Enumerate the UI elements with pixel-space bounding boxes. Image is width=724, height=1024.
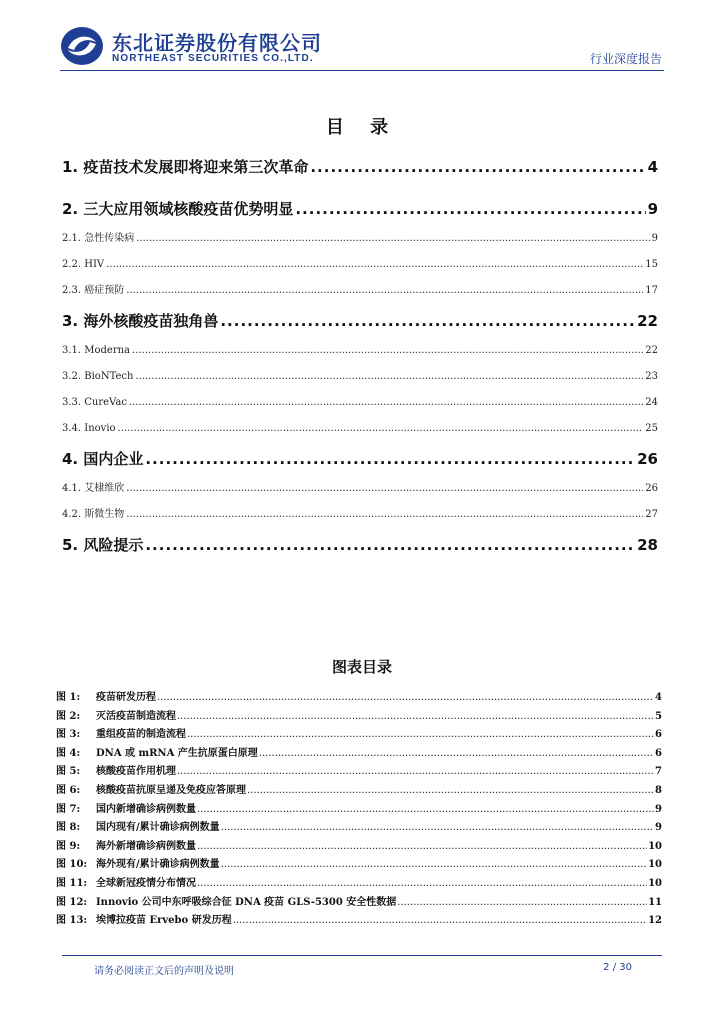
- figure-title: Innovio 公司中东呼吸综合征 DNA 疫苗 GLS-5300 安全性数据: [96, 896, 397, 908]
- header-divider: [60, 70, 664, 71]
- toc-leader-dots: [135, 364, 643, 390]
- figure-entry[interactable]: [56, 856, 662, 875]
- toc-leader-dots: [145, 442, 635, 476]
- toc-entry-title: 3.1. Moderna: [62, 345, 131, 356]
- figure-title: 国内现有/累计确诊病例数量: [96, 822, 220, 834]
- figure-entry[interactable]: [56, 708, 662, 727]
- toc-leader-dots: [129, 390, 643, 416]
- toc-entry-title: 4.2. 斯微生物: [62, 509, 125, 520]
- toc-entry[interactable]: [62, 502, 658, 528]
- toc-leader-dots: [126, 278, 643, 304]
- figure-entry[interactable]: [56, 819, 662, 838]
- figure-entry[interactable]: [56, 894, 662, 913]
- toc-entry[interactable]: [62, 150, 658, 184]
- toc-entry[interactable]: [62, 304, 658, 338]
- figure-page: 10: [648, 840, 662, 852]
- figure-number: 图 13:: [56, 915, 88, 927]
- figure-entry[interactable]: [56, 689, 662, 708]
- figure-title: 疫苗研发历程: [96, 692, 156, 703]
- figure-leader-dots: [197, 801, 654, 820]
- toc-entry-page: 24: [645, 397, 658, 408]
- figure-title: 全球新冠疫情分布情况: [96, 877, 196, 889]
- toc-entry-title: 1. 疫苗技术发展即将迎来第三次革命: [62, 158, 309, 176]
- report-type-label: 行业深度报告: [589, 52, 662, 66]
- figure-title: 灭活疫苗制造流程: [96, 710, 176, 722]
- figure-page: 6: [655, 747, 662, 759]
- toc-entry-page: 27: [645, 509, 658, 520]
- table-of-contents: [62, 150, 658, 562]
- figure-title: 重组疫苗的制造流程: [96, 729, 186, 741]
- figure-number: 图 8:: [56, 822, 81, 834]
- toc-entry-title: 5. 风险提示: [62, 536, 144, 554]
- toc-leader-dots: [118, 416, 644, 442]
- figure-title: 海外新增确诊病例数量: [96, 840, 196, 852]
- toc-entry-page: 15: [645, 259, 658, 270]
- toc-leader-dots: [145, 528, 635, 562]
- toc-entry-page: 22: [645, 345, 658, 356]
- figure-page: 10: [648, 877, 662, 889]
- figure-entry[interactable]: [56, 763, 662, 782]
- figure-number: 图 6:: [56, 784, 81, 796]
- company-name-cn: 东北证券股份有限公司: [112, 31, 322, 55]
- toc-entry-page: 17: [645, 285, 658, 296]
- toc-entry-title: 3.2. BioNTech: [62, 371, 134, 382]
- toc-entry-title: 3. 海外核酸疫苗独角兽: [62, 312, 219, 330]
- toc-leader-dots: [106, 252, 643, 278]
- toc-leader-dots: [295, 192, 645, 226]
- figure-page: 4: [655, 692, 662, 703]
- figure-entry[interactable]: [56, 782, 662, 801]
- toc-entry[interactable]: [62, 442, 658, 476]
- toc-leader-dots: [136, 226, 649, 252]
- figure-entry[interactable]: [56, 726, 662, 745]
- figure-title: 核酸疫苗作用机理: [96, 766, 176, 778]
- figure-number: 图 1:: [56, 692, 81, 703]
- figure-leader-dots: [221, 819, 654, 838]
- toc-entry-title: 2.2. HIV: [62, 259, 105, 270]
- toc-entry[interactable]: [62, 278, 658, 304]
- toc-entry[interactable]: [62, 416, 658, 442]
- toc-entry-title: 3.4. Inovio: [62, 423, 116, 434]
- figure-page: 6: [655, 729, 662, 741]
- figure-page: 7: [655, 766, 662, 778]
- figure-leader-dots: [197, 838, 647, 857]
- toc-entry[interactable]: [62, 390, 658, 416]
- toc-title: 目 录: [325, 117, 399, 138]
- figure-leader-dots: [157, 689, 654, 708]
- figure-leader-dots: [187, 726, 654, 745]
- figure-leader-dots: [397, 894, 647, 913]
- figure-title: 海外现有/累计确诊病例数量: [96, 859, 220, 871]
- toc-entry-page: 23: [645, 371, 658, 382]
- figure-title: DNA 或 mRNA 产生抗原蛋白原理: [96, 747, 258, 759]
- figure-entry[interactable]: [56, 875, 662, 894]
- figure-number: 图 4:: [56, 747, 81, 759]
- toc-entry[interactable]: [62, 476, 658, 502]
- figure-title: 核酸疫苗抗原呈递及免疫应答原理: [96, 784, 246, 796]
- figure-entry[interactable]: [56, 745, 662, 764]
- figure-page: 9: [655, 803, 662, 815]
- figure-leader-dots: [177, 708, 654, 727]
- toc-entry-title: 2.1. 急性传染病: [62, 233, 135, 244]
- figure-list-title: 图表目录: [331, 658, 392, 676]
- figure-page: 12: [648, 915, 662, 927]
- figure-page: 8: [655, 784, 662, 796]
- figure-entry[interactable]: [56, 801, 662, 820]
- toc-leader-dots: [220, 304, 635, 338]
- figure-page: 5: [655, 710, 662, 722]
- toc-entry-page: 4: [647, 158, 658, 176]
- toc-entry-page: 9: [647, 200, 658, 218]
- figure-number: 图 11:: [56, 877, 88, 889]
- toc-entry[interactable]: [62, 364, 658, 390]
- toc-entry-page: 22: [637, 312, 658, 330]
- toc-entry-page: 26: [645, 483, 658, 494]
- figure-leader-dots: [247, 782, 654, 801]
- toc-entry-page: 28: [637, 536, 658, 554]
- toc-entry[interactable]: [62, 252, 658, 278]
- disclaimer-note: 请务必阅读正文后的声明及说明: [94, 966, 234, 977]
- toc-leader-dots: [310, 150, 645, 184]
- figure-number: 图 10:: [56, 859, 88, 871]
- toc-entry-title: 3.3. CureVac: [62, 397, 127, 408]
- figure-number: 图 3:: [56, 729, 81, 741]
- figure-title: 国内新增确诊病例数量: [96, 803, 196, 815]
- toc-entry-page: 25: [645, 423, 658, 434]
- toc-entry-title: 4. 国内企业: [62, 450, 144, 468]
- footer-divider: [62, 955, 662, 956]
- figure-number: 图 9:: [56, 840, 81, 852]
- northeast-securities-logo-icon: [60, 26, 104, 66]
- company-name-en: NORTHEAST SECURITIES CO.,LTD.: [112, 53, 314, 64]
- figure-title: 埃博拉疫苗 Ervebo 研发历程: [96, 915, 232, 927]
- figure-entry[interactable]: [56, 912, 662, 931]
- figure-leader-dots: [259, 745, 654, 764]
- toc-leader-dots: [126, 476, 643, 502]
- figure-page: 9: [655, 822, 662, 834]
- figure-leader-dots: [221, 856, 647, 875]
- figure-entry[interactable]: [56, 838, 662, 857]
- figure-number: 图 5:: [56, 766, 81, 778]
- toc-entry[interactable]: [62, 528, 658, 562]
- figure-leader-dots: [197, 875, 647, 894]
- toc-entry[interactable]: [62, 192, 658, 226]
- page-number: 2 / 30: [603, 962, 632, 973]
- toc-entry-page: 9: [651, 233, 658, 244]
- figure-leader-dots: [233, 912, 647, 931]
- toc-entry-title: 4.1. 艾棣维欣: [62, 483, 125, 494]
- figure-list: [56, 689, 662, 931]
- toc-entry-title: 2. 三大应用领域核酸疫苗优势明显: [62, 200, 294, 218]
- page-header: [0, 0, 724, 80]
- toc-entry-title: 2.3. 癌症预防: [62, 285, 125, 296]
- toc-entry-page: 26: [637, 450, 658, 468]
- figure-number: 图 2:: [56, 710, 81, 722]
- figure-leader-dots: [177, 763, 654, 782]
- figure-number: 图 12:: [56, 896, 88, 908]
- toc-entry[interactable]: [62, 338, 658, 364]
- figure-number: 图 7:: [56, 803, 81, 815]
- toc-entry[interactable]: [62, 226, 658, 252]
- figure-page: 10: [648, 859, 662, 871]
- toc-leader-dots: [132, 338, 643, 364]
- figure-page: 11: [648, 896, 662, 908]
- toc-leader-dots: [126, 502, 643, 528]
